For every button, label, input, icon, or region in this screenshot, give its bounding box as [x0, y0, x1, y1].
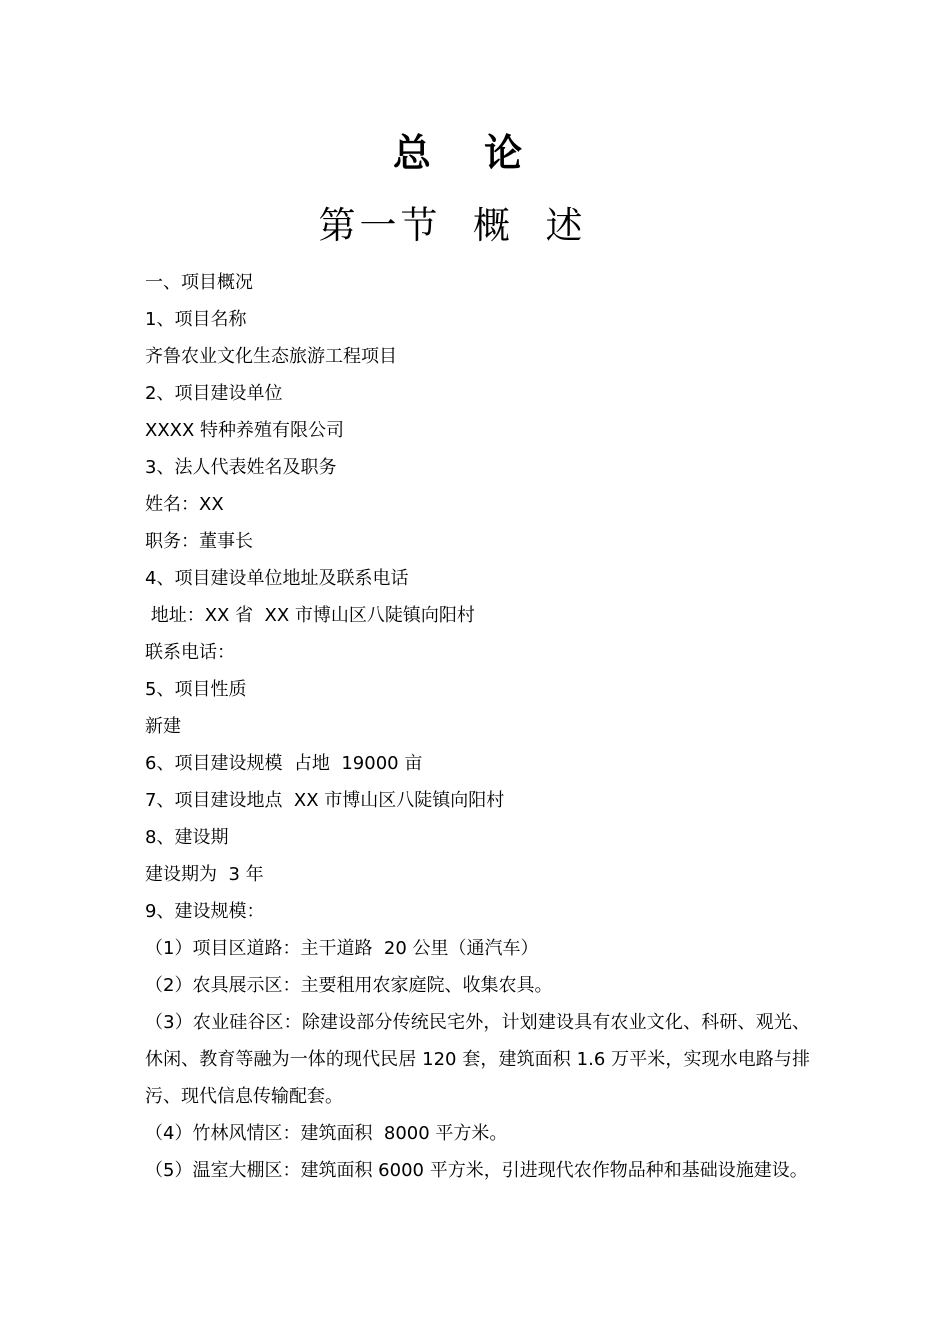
item-heading-project-nature: 5、项目性质 [145, 679, 247, 700]
representative-position: 职务：董事长 [145, 531, 253, 552]
item-heading-construction-unit: 2、项目建设单位 [145, 383, 283, 404]
construction-period-value: 建设期为 3 年 [145, 864, 264, 885]
item-construction-scale: 6、项目建设规模 占地 19000 亩 [145, 753, 423, 774]
construction-unit-value: XXXX 特种养殖有限公司 [145, 420, 345, 441]
phone-value: 联系电话： [145, 642, 235, 663]
item-heading-project-name: 1、项目名称 [145, 309, 247, 330]
item-construction-location: 7、项目建设地点 XX 市博山区八陡镇向阳村 [145, 790, 505, 811]
item-heading-address-phone: 4、项目建设单位地址及联系电话 [145, 568, 409, 589]
scale-item-greenhouse: （5）温室大棚区：建筑面积 6000 平方米，引进现代农作物品种和基础设施建设。 [145, 1160, 808, 1181]
address-value: 地址：XX 省 XX 市博山区八陡镇向阳村 [145, 605, 475, 626]
scale-item-agri-valley: （3）农业硅谷区：除建设部分传统民宅外，计划建设具有农业文化、科研、观光、休闲、教育等融为一体的现代民居 120 套，建筑面积 1.6 万平米，实现水电路与排污、现代信息传输配套。 [145, 1012, 810, 1107]
section-title: 第一节 概 述 [318, 204, 587, 247]
project-name-value: 齐鲁农业文化生态旅游工程项目 [145, 346, 397, 367]
section-heading-project-overview: 一、项目概况 [145, 272, 253, 293]
representative-name: 姓名：XX [145, 494, 224, 515]
project-nature-value: 新建 [145, 716, 181, 737]
document-body [145, 264, 810, 1189]
item-heading-construction-period: 8、建设期 [145, 827, 229, 848]
item-heading-legal-representative: 3、法人代表姓名及职务 [145, 457, 337, 478]
scale-item-roads: （1）项目区道路：主干道路 20 公里（通汽车） [145, 938, 539, 959]
document-title: 总 论 [392, 131, 543, 175]
scale-item-tool-exhibition: （2）农具展示区：主要租用农家庭院、收集农具。 [145, 975, 553, 996]
scale-item-bamboo-area: （4）竹林风情区：建筑面积 8000 平方米。 [145, 1123, 508, 1144]
item-heading-scale-details: 9、建设规模： [145, 901, 265, 922]
